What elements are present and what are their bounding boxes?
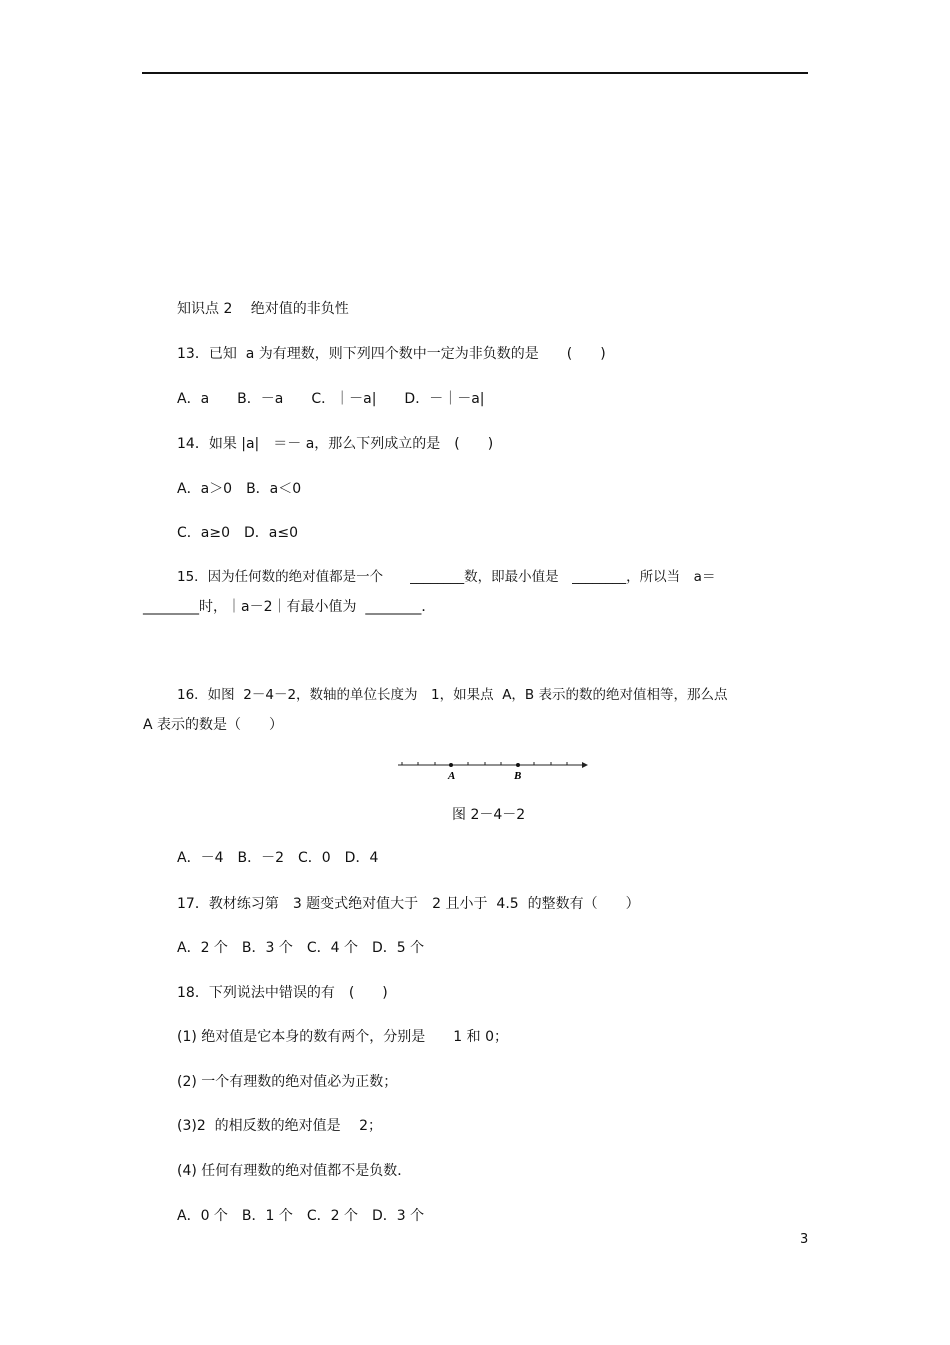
q13-stem: 13．已知 a 为有理数，则下列四个数中一定为非负数的是 ( ) bbox=[177, 346, 606, 362]
q18-stem: 18．下列说法中错误的有 ( ) bbox=[177, 985, 388, 1001]
q18-item-1: (1) 绝对值是它本身的数有两个，分别是 1 和 0； bbox=[177, 1029, 508, 1045]
number-line-figure bbox=[396, 756, 592, 784]
point-a-label: A bbox=[448, 770, 456, 782]
q16-line1: 16．如图 2－4－2，数轴的单位长度为 1，如果点 A，B 表示的数的绝对值相等，那么点 bbox=[177, 687, 728, 703]
q18-options: A．0 个 B．1 个 C．2 个 D．3 个 bbox=[177, 1208, 425, 1224]
figure-caption: 图 2－4－2 bbox=[452, 807, 526, 823]
q18-item-3: (3)2 的相反数的绝对值是 2； bbox=[177, 1118, 382, 1134]
q17-options: A．2 个 B．3 个 C．4 个 D．5 个 bbox=[177, 940, 425, 956]
point-a-dot bbox=[449, 763, 453, 767]
q14-options-line2: C．a≥0 D．a≤0 bbox=[177, 525, 298, 541]
q17-stem: 17．教材练习第 3 题变式绝对值大于 2 且小于 4.5 的整数有（ ） bbox=[177, 896, 640, 912]
point-b-dot bbox=[516, 763, 520, 767]
section-heading: 知识点 2 绝对值的非负性 bbox=[177, 301, 349, 317]
q16-line2: A 表示的数是（ ） bbox=[143, 717, 284, 733]
q18-item-4: (4) 任何有理数的绝对值都不是负数． bbox=[177, 1163, 412, 1179]
q16-options: A．－4 B．－2 C．0 D．4 bbox=[177, 850, 379, 866]
number-line-arrow bbox=[582, 762, 588, 768]
q15-line1: 15．因为任何数的绝对值都是一个 ________数，即最小值是 ________，所以当 a＝ bbox=[177, 569, 716, 585]
q14-stem: 14．如果 |a| ＝－ a，那么下列成立的是 ( ) bbox=[177, 436, 494, 452]
header-rule bbox=[142, 72, 808, 74]
point-b-label: B bbox=[514, 770, 522, 782]
q15-line2: ________时，｜a－2｜有最小值为 ________． bbox=[143, 599, 436, 615]
page-number: 3 bbox=[800, 1232, 809, 1247]
q18-item-2: (2) 一个有理数的绝对值必为正数； bbox=[177, 1074, 398, 1090]
q14-options-line1: A．a＞0 B．a＜0 bbox=[177, 481, 302, 497]
q13-options: A．a B．－a C．｜－a| D．－｜－a| bbox=[177, 391, 485, 407]
